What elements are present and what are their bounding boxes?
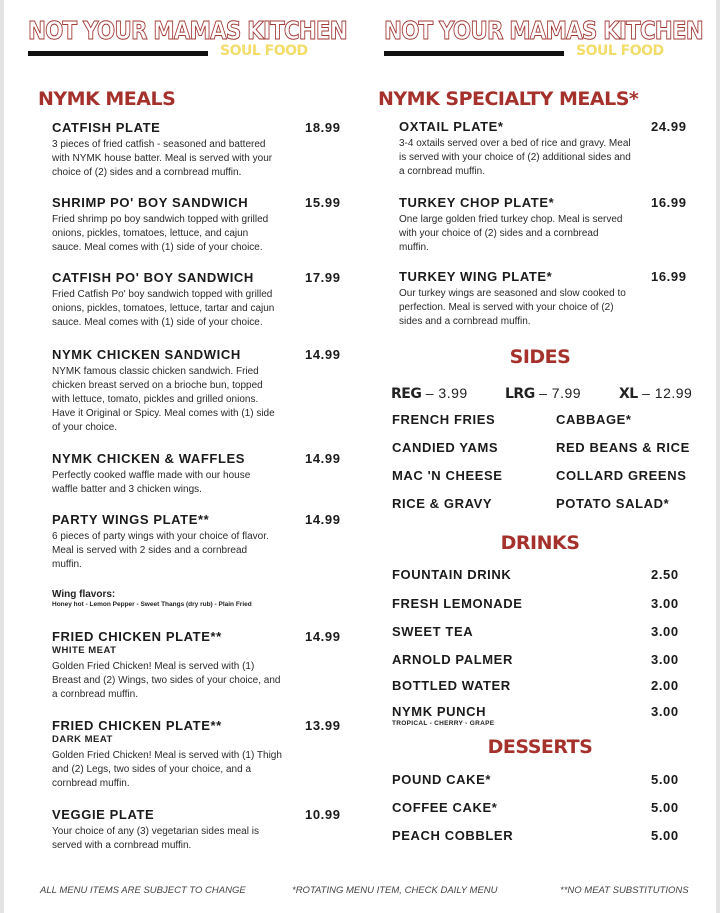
item-subtitle: WHITE MEAT [52,645,117,656]
side-item: POTATO SALAD* [556,496,670,511]
item-description: Perfectly cooked waffle made with our house waffle batter and 3 chicken wings. [52,470,251,495]
menu-item [399,269,699,327]
drink-name: NYMK PUNCH [392,704,487,719]
side-item: CANDIED YAMS [392,440,499,455]
item-name: TURKEY CHOP PLATE* [399,195,555,210]
menu-item [52,718,352,789]
dessert-price: 5.00 [651,828,679,843]
item-price: 16.99 [651,195,687,210]
item-price: 14.99 [305,451,341,466]
punch-flavors: TROPICAL - CHERRY - GRAPE [392,720,495,727]
logo-title: NOT YOUR MAMAS KITCHEN [28,16,347,45]
drink-name: FOUNTAIN DRINK [392,567,512,582]
item-description: 6 pieces of party wings with your choice of flavor. Meal is served with 2 sides and a cornbread muffin. [52,531,269,570]
drink-price: 3.00 [651,652,679,667]
drink-price: 2.00 [651,678,679,693]
menu-item [52,451,352,495]
drink-name: BOTTLED WATER [392,678,511,693]
footer-note-change: ALL MENU ITEMS ARE SUBJECT TO CHANGE [40,885,246,896]
size-label: REG [391,386,422,402]
item-price: 18.99 [305,120,341,135]
dessert-price: 5.00 [651,772,679,787]
meals-title: NYMK MEALS [38,88,176,110]
size-price: 3.99 [438,385,468,401]
drink-name: ARNOLD PALMER [392,652,513,667]
menu-item [52,347,352,433]
item-price: 14.99 [305,512,341,527]
menu-item [52,512,352,570]
item-price: 14.99 [305,347,341,362]
dessert-price: 5.00 [651,800,679,815]
item-description: NYMK famous classic chicken sandwich. Fried chicken breast served on a brioche bun, topped with lettuce, tomato, pickles and grilled onions. Have it Original or Spicy. Meal comes with (1) side of your choice. [52,366,275,433]
drink-name: FRESH LEMONADE [392,596,523,611]
side-item: FRENCH FRIES [392,412,496,427]
side-size [505,385,581,402]
item-price: 14.99 [305,629,341,644]
side-item: COLLARD GREENS [556,468,687,483]
item-description: Fried shrimp po boy sandwich topped with grilled onions, pickles, tomatoes, lettuce, and cajun sauce. Meal comes with (1) side of your choice. [52,214,269,253]
menu-item [52,270,352,328]
item-description: Fried Catfish Po' boy sandwich topped with grilled onions, pickles, tomatoes, lettuce, tartar and cajun sauce. Meal comes with (1) side of your choice. [52,289,275,328]
item-description: Our turkey wings are seasoned and slow cooked to perfection. Meal is served with your choice of (2) sides and a cornbread muffin. [399,288,626,327]
item-name: PARTY WINGS PLATE** [52,512,210,527]
item-name: NYMK CHICKEN SANDWICH [52,347,241,362]
size-separator: – [637,385,655,401]
logo-underline [384,51,564,56]
logo-subtitle: SOUL FOOD [220,43,308,59]
menu-item [52,629,352,700]
drink-price: 2.50 [651,567,679,582]
drink-price: 3.00 [651,596,679,611]
item-name: OXTAIL PLATE* [399,119,504,134]
item-description: 3 pieces of fried catfish - seasoned and battered with NYMK house batter. Meal is served with your choice of (2) sides and a cornbread muffin. [52,139,273,178]
menu-item [52,120,352,178]
side-size [619,385,692,402]
item-name: VEGGIE PLATE [52,807,155,822]
item-name: CATFISH PLATE [52,120,161,135]
item-description: Golden Fried Chicken! Meal is served with (1) Breast and (2) Wings, two sides of your choice, and a cornbread muffin. [52,661,281,700]
side-size [391,385,468,402]
item-name: SHRIMP PO' BOY SANDWICH [52,195,249,210]
item-description: One large golden fried turkey chop. Meal is served with your choice of (2) sides and a cornbread muffin. [399,214,623,253]
dessert-name: PEACH COBBLER [392,828,514,843]
item-name: NYMK CHICKEN & WAFFLES [52,451,246,466]
drink-name: SWEET TEA [392,624,474,639]
item-name: CATFISH PO' BOY SANDWICH [52,270,254,285]
item-price: 24.99 [651,119,687,134]
footer-note-substitutions: **NO MEAT SUBSTITUTIONS [560,885,689,896]
size-label: XL [619,386,638,402]
page-edge-left [0,0,4,913]
dessert-name: COFFEE CAKE* [392,800,498,815]
dessert-name: POUND CAKE* [392,772,492,787]
logo-title: NOT YOUR MAMAS KITCHEN [384,16,703,45]
footer-note-rotating: *ROTATING MENU ITEM, CHECK DAILY MENU [292,885,498,896]
side-item: MAC 'N CHEESE [392,468,503,483]
drinks-title: DRINKS [500,532,580,554]
menu-item [52,807,352,851]
item-description: Your choice of any (3) vegetarian sides meal is served with a cornbread muffin. [52,826,259,851]
item-price: 13.99 [305,718,341,733]
item-description: Golden Fried Chicken! Meal is served with (1) Thigh and (2) Legs, two sides of your choice, and a cornbread muffin. [52,750,282,789]
side-item: RED BEANS & RICE [556,440,690,455]
side-item: CABBAGE* [556,412,632,427]
item-name: TURKEY WING PLATE* [399,269,553,284]
logo-left [28,16,347,61]
menu-item [52,195,352,253]
drink-price: 3.00 [651,624,679,639]
logo-right [384,16,703,61]
item-price: 10.99 [305,807,341,822]
drink-price: 3.00 [651,704,679,719]
size-label: LRG [505,386,535,402]
wing-flavors: Honey hot - Lemon Pepper - Sweet Thangs (dry rub) - Plain Fried [52,601,252,608]
side-item: RICE & GRAVY [392,496,493,511]
desserts-title: DESSERTS [487,736,593,758]
size-price: 12.99 [654,385,693,401]
item-name: FRIED CHICKEN PLATE** [52,629,222,644]
size-separator: – [421,385,439,401]
item-price: 16.99 [651,269,687,284]
menu-item [399,119,699,177]
item-name: FRIED CHICKEN PLATE** [52,718,222,733]
wing-flavors-label: Wing flavors: [52,589,116,600]
item-price: 17.99 [305,270,341,285]
item-subtitle: DARK MEAT [52,734,113,745]
page-edge-right [716,0,720,913]
size-price: 7.99 [551,385,582,401]
item-price: 15.99 [305,195,341,210]
item-description: 3-4 oxtails served over a bed of rice and gravy. Meal is served with your choice of (2) additional sides and a cornbread muffin. [399,138,631,177]
sides-title: SIDES [509,346,571,368]
specialty-title: NYMK SPECIALTY MEALS* [378,88,639,110]
size-separator: – [534,385,552,401]
menu-item [399,195,699,253]
logo-underline [28,51,208,56]
logo-subtitle: SOUL FOOD [576,43,664,59]
